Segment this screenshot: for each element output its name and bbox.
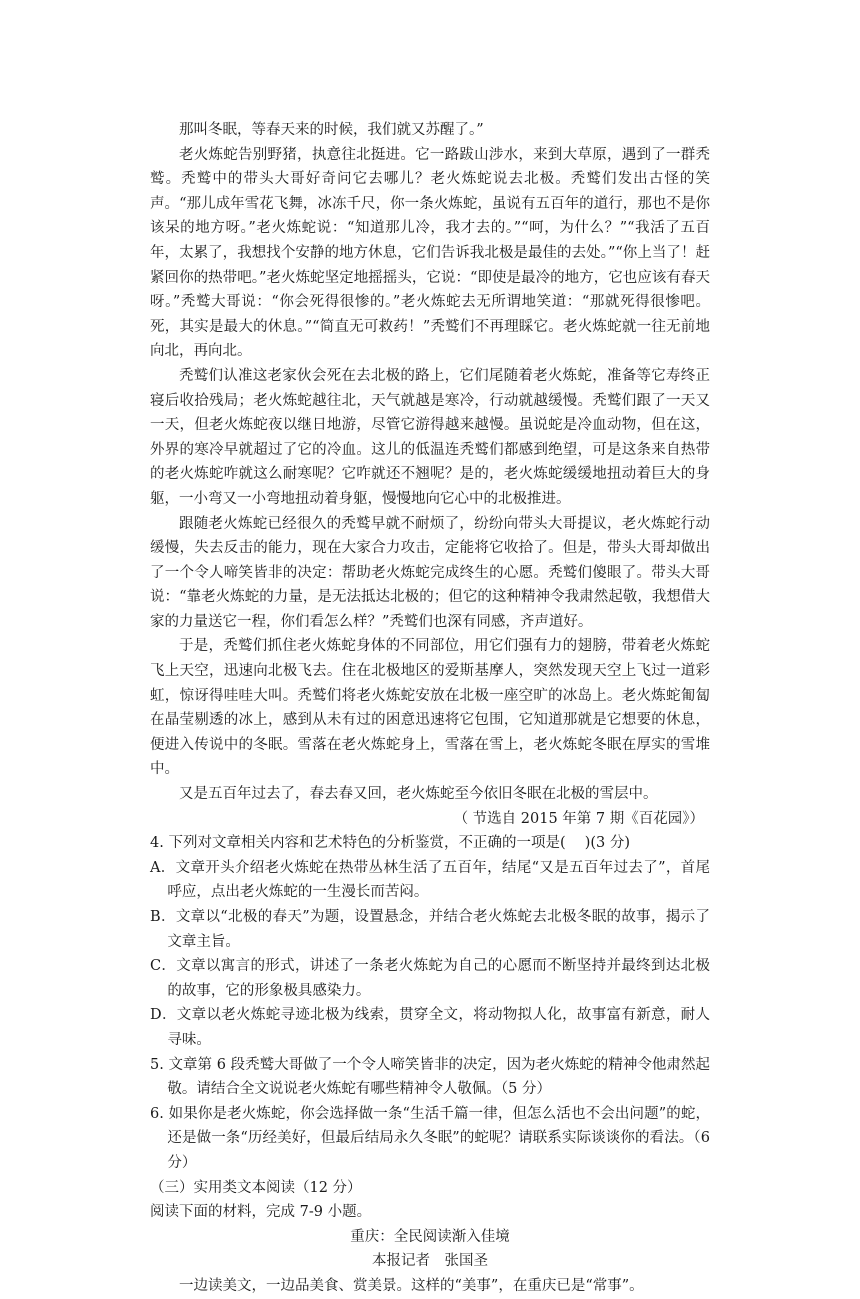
story-paragraph-3: 跟随老火炼蛇已经很久的秃鹫早就不耐烦了，纷纷向带头大哥提议，老火炼蛇行动缓慢，失去反击的能力，现在大家合力攻击，定能将它收拾了。但是，带头大哥却做出了一个令人啼笑皆非的决定：帮助老火炼蛇完成终生的心愿。秃鹫们傻眼了。带头大哥说：“靠老火炼蛇的力量，是无法抵达北极的；但它的这种精神令我肃然起敬，我想借大家的力量送它一程，你们看怎么样？”秃鹫们也深有同感，齐声道好。: [150, 515, 710, 630]
question-4-option-d: D．文章以老火炼蛇寻迹北极为线索，贯穿全文，将动物拟人化，故事富有新意，耐人寻味。: [150, 1007, 710, 1048]
question-4-option-a: A．文章开头介绍老火炼蛇在热带丛林生活了五百年，结尾“又是五百年过去了”，首尾呼应，点出老火炼蛇的一生漫长而苦闷。: [150, 859, 710, 901]
question-4-option-c: C．文章以寓言的形式，讲述了一条老火炼蛇为自己的心愿而不断坚持并最终到达北极的故事，它的形象极具感染力。: [150, 958, 710, 999]
question-4: 4. 下列对文章相关内容和艺术特色的分析鉴赏，不正确的一项是( )(3 分): [150, 835, 631, 852]
article-first-paragraph: 一边读美文，一边品美食、赏美景。这样的“美事”，在重庆已是“常事”。: [179, 1277, 644, 1294]
story-paragraph-4: 于是，秃鹫们抓住老火炼蛇身体的不同部位，用它们强有力的翅膀，带着老火炼蛇飞上天空，迅速向北极飞去。住在北极地区的爱斯基摩人，突然发现天空上飞过一道彩虹，惊讶得哇哇大叫。秃鹫们将老火炼蛇安放在北极一座空旷的冰岛上。老火炼蛇匍匐在晶莹剔透的冰上，感到从未有过的困意迅速将它包围，它知道那就是它想要的休息，便进入传说中的冬眠。雪落在老火炼蛇身上，雪落在雪上，老火炼蛇冬眠在厚实的雪堆中。: [150, 638, 710, 778]
story-paragraph-1: 老火炼蛇告别野猪，执意往北挺进。它一路跋山涉水，来到大草原，遇到了一群秃鹫。秃鹫中的带头大哥好奇问它去哪儿？老火炼蛇说去北极。秃鹫们发出古怪的笑声。“那儿成年雪花飞舞，冰冻千尺，你一条火炼蛇，虽说有五百年的道行，那也不是你该呆的地方呀。”老火炼蛇说：“知道那儿冷，我才去的。”“呵，为什么？”“我活了五百年，太累了，我想找个安静的地方休息，它们告诉我北极是最佳的去处。”“你上当了！赶紧回你的热带吧。”老火炼蛇坚定地摇摇头，它说：“即使是最冷的地方，它也应该有春天呀。”秃鹫大哥说：“你会死得很惨的。”老火炼蛇去无所谓地笑道：“那就死得很惨吧。死，其实是最大的休息。”“简直无可救药！”秃鹫们不再理睬它。老火炼蛇就一往无前地向北，再向北。: [150, 146, 710, 360]
story-paragraph-0: 那叫冬眠，等春天来的时候，我们就又苏醒了。”: [179, 122, 484, 138]
article-byline: 本报记者 张国圣: [372, 1253, 488, 1270]
section-heading: （三）实用类文本阅读（12 分）: [150, 1179, 362, 1196]
question-6: 6. 如果你是老火炼蛇，你会选择做一条“生活千篇一律，但怎么活也不会出问题”的蛇，还是做一条“历经美好，但最后结局永久冬眠”的蛇呢？请联系实际谈谈你的看法。（6 分）: [150, 1105, 710, 1171]
question-4-option-b: B．文章以“北极的春天”为题，设置悬念，并结合老火炼蛇去北极冬眠的故事，揭示了文章主旨。: [150, 909, 710, 950]
article-title: 重庆：全民阅读渐入佳境: [350, 1228, 510, 1245]
story-source: （ 节选自 2015 年第 7 期《百花园》）: [453, 810, 704, 827]
page-text: [150, 118, 710, 1299]
story-paragraph-5: 又是五百年过去了，春去春又回，老火炼蛇至今依旧冬眠在北极的雪层中。: [179, 786, 658, 803]
question-5: 5. 文章第 6 段秃鹫大哥做了一个令人啼笑皆非的决定，因为老火炼蛇的精神令他肃然起敬。请结合全文说说老火炼蛇有哪些精神令人敬佩。（5 分）: [150, 1056, 710, 1098]
section-instruction: 阅读下面的材料，完成 7-9 小题。: [150, 1204, 372, 1221]
story-paragraph-2: 秃鹫们认准这老家伙会死在去北极的路上，它们尾随着老火炼蛇，准备等它寿终正寝后收拾残局；老火炼蛇越往北，天气就越是寒冷，行动就越缓慢。秃鹫们跟了一天又一天，但老火炼蛇夜以继日地游，尽管它游得越来越慢。虽说蛇是冷血动物，但在这，外界的寒冷早就超过了它的冷血。这儿的低温连秃鹫们都感到绝望，可是这条来自热带的老火炼蛇咋就这么耐寒呢？它咋就还不翘呢？是的，老火炼蛇缓缓地扭动着巨大的身躯，一小弯又一小弯地扭动着身躯，慢慢地向它心中的北极推进。: [150, 367, 710, 507]
